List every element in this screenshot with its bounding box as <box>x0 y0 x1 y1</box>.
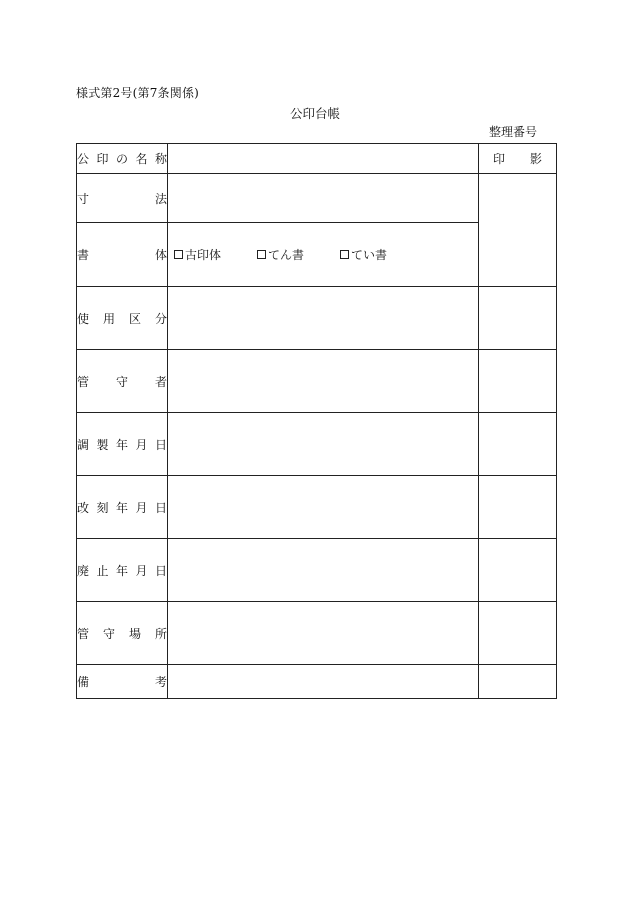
table-row <box>77 413 557 476</box>
form-number: 様式第2号(第7条関係) <box>76 86 200 100</box>
table-row <box>77 174 557 223</box>
typeface-option[interactable]: てん書 <box>257 246 304 263</box>
checkbox-icon[interactable] <box>174 250 183 259</box>
dimensions-field[interactable] <box>168 174 479 223</box>
seal-name-field[interactable] <box>168 144 479 174</box>
seal-impression-header: 印 影 <box>479 144 557 174</box>
recarve-date-field[interactable] <box>168 476 479 539</box>
seal-ledger-table <box>76 143 557 699</box>
table-row <box>77 602 557 665</box>
seal-cell[interactable] <box>479 287 557 350</box>
typeface-field <box>168 223 479 287</box>
row-label-abolition-date: 廃 止 年 月 日 <box>77 539 168 602</box>
checkbox-icon[interactable] <box>257 250 266 259</box>
remarks-field[interactable] <box>168 665 479 699</box>
row-label-usage-category: 使 用 区 分 <box>77 287 168 350</box>
row-label-recarve-date: 改 刻 年 月 日 <box>77 476 168 539</box>
seal-cell[interactable] <box>479 539 557 602</box>
row-label-typeface: 書 体 <box>77 223 168 287</box>
table-row <box>77 350 557 413</box>
row-label-dimensions: 寸 法 <box>77 174 168 223</box>
table-row <box>77 287 557 350</box>
typeface-option[interactable]: てい書 <box>340 246 387 263</box>
page-title: 公印台帳 <box>290 106 341 121</box>
usage-category-field[interactable] <box>168 287 479 350</box>
table-row <box>77 539 557 602</box>
custodian-field[interactable] <box>168 350 479 413</box>
row-label-seal-name: 公 印 の 名 称 <box>77 144 168 174</box>
seal-cell[interactable] <box>479 413 557 476</box>
seal-cell[interactable] <box>479 602 557 665</box>
row-label-remarks: 備 考 <box>77 665 168 699</box>
seal-impression-area[interactable] <box>479 174 557 287</box>
seal-cell[interactable] <box>479 476 557 539</box>
seal-cell[interactable] <box>479 665 557 699</box>
row-label-manufacture-date: 調 製 年 月 日 <box>77 413 168 476</box>
seal-cell[interactable] <box>479 350 557 413</box>
table-row <box>77 144 557 174</box>
row-label-custodian: 管 守 者 <box>77 350 168 413</box>
typeface-option[interactable]: 古印体 <box>174 246 221 263</box>
row-label-storage-location: 管 守 場 所 <box>77 602 168 665</box>
storage-location-field[interactable] <box>168 602 479 665</box>
manufacture-date-field[interactable] <box>168 413 479 476</box>
table-row <box>77 476 557 539</box>
abolition-date-field[interactable] <box>168 539 479 602</box>
serial-number-label: 整理番号 <box>489 125 538 139</box>
checkbox-icon[interactable] <box>340 250 349 259</box>
table-row <box>77 665 557 699</box>
